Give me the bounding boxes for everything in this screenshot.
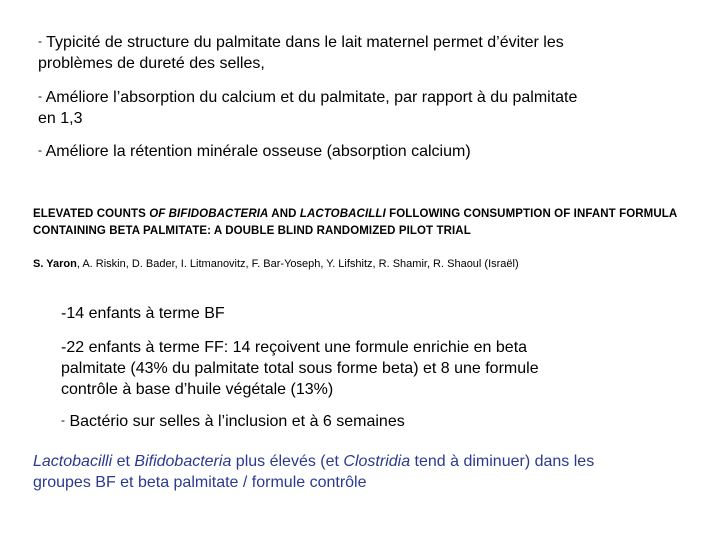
study-point-1 bbox=[61, 303, 681, 324]
intro-bullet-2-text: Améliore l’absorption du calcium et du palmitate, par rapport à du palmitate en 1,3 bbox=[38, 89, 578, 127]
study-title-part2: OF BIFIDOBACTERIA bbox=[149, 208, 269, 220]
conclusion-text-1: et bbox=[112, 453, 135, 470]
study-title-part3: AND bbox=[268, 208, 300, 220]
study-title-part4: LACTOBACILLI bbox=[299, 208, 386, 220]
bullet-dash: - bbox=[61, 413, 65, 427]
intro-bullet-1 bbox=[38, 31, 598, 74]
study-point-2 bbox=[61, 337, 561, 400]
study-title-part1: ELEVATED COUNTS bbox=[33, 208, 150, 220]
intro-bullet-2 bbox=[38, 86, 598, 129]
study-point-1-text: -14 enfants à terme BF bbox=[61, 305, 225, 322]
study-title bbox=[33, 206, 693, 239]
conclusion-italic-1: Lactobacilli bbox=[33, 453, 113, 470]
study-authors bbox=[33, 257, 693, 272]
study-point-3-text: Bactério sur selles à l’inclusion et à 6 semaines bbox=[69, 413, 405, 430]
intro-bullet-3 bbox=[38, 140, 638, 162]
study-point-2-text: -22 enfants à terme FF: 14 reçoivent une formule enrichie en beta palmitate (43% du palmitate total sous forme beta) et 8 une formule contrôle à base d’huile végétale (13%) bbox=[61, 339, 539, 398]
study-title-part5: FOLLOWING CONSUMPTION OF INFANT FORMULA CONTAINING BETA PALMITATE: A DOUBLE BLIND RANDOMIZED PILOT TRIAL bbox=[33, 208, 677, 237]
bullet-dash: - bbox=[38, 34, 42, 48]
bullet-dash: - bbox=[38, 89, 42, 103]
conclusion-text-2: plus élevés (et bbox=[231, 453, 344, 470]
conclusion-italic-3: Clostridia bbox=[343, 453, 411, 470]
lead-author: S. Yaron bbox=[33, 258, 77, 270]
conclusion bbox=[33, 451, 613, 493]
other-authors: , A. Riskin, D. Bader, I. Litmanovitz, F. Bar-Yoseph, Y. Lifshitz, R. Shamir, R. Shaoul (Israël) bbox=[76, 258, 519, 270]
conclusion-text-3: tend à diminuer) dans les groupes BF et beta palmitate / formule contrôle bbox=[33, 453, 595, 491]
conclusion-italic-2: Bifidobacteria bbox=[134, 453, 232, 470]
study-point-3 bbox=[61, 410, 681, 432]
intro-bullet-3-text: Améliore la rétention minérale osseuse (absorption calcium) bbox=[45, 143, 471, 160]
bullet-dash: - bbox=[38, 143, 42, 157]
intro-bullet-1-text: Typicité de structure du palmitate dans le lait maternel permet d’éviter les problèmes de dureté des selles, bbox=[38, 34, 564, 72]
